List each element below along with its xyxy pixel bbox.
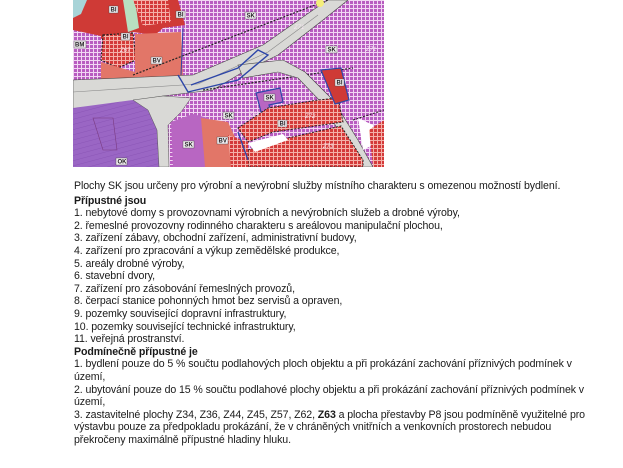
svg-text:SK: SK bbox=[224, 113, 233, 120]
svg-text:Z73: Z73 bbox=[323, 144, 334, 150]
svg-text:Z71: Z71 bbox=[294, 25, 305, 31]
zoning-map bbox=[73, 0, 384, 167]
svg-text:SK: SK bbox=[184, 142, 193, 149]
svg-text:Z72: Z72 bbox=[305, 114, 316, 120]
permitted-item: 9. pozemky související dopravní infrastruktury, bbox=[74, 307, 287, 320]
permitted-item: 2. řemeslné provozovny rodinného charakteru s areálovou manipulační plochou, bbox=[74, 219, 443, 232]
svg-text:BI: BI bbox=[122, 34, 129, 41]
document-text bbox=[74, 180, 594, 446]
permitted-item: 5. areály drobné výroby, bbox=[74, 257, 185, 270]
svg-text:BI: BI bbox=[110, 7, 117, 14]
conditional-item-bold-zone: Z63 bbox=[317, 408, 336, 421]
permitted-item: 1. nebytové domy s provozovnami výrobních a nevýrobních služeb a drobné výroby, bbox=[74, 207, 460, 220]
permitted-item: 11. veřejná prostranství. bbox=[74, 333, 185, 346]
permitted-item: 10. pozemky související technické infrastruktury, bbox=[74, 320, 296, 333]
svg-text:OK: OK bbox=[117, 159, 127, 166]
svg-text:SK: SK bbox=[327, 47, 336, 54]
svg-text:SK: SK bbox=[246, 13, 255, 20]
svg-text:Z67: Z67 bbox=[120, 48, 131, 54]
conditional-item-text: 3. zastavitelné plochy Z34, Z36, Z44, Z45, Z57, Z62, bbox=[74, 408, 318, 421]
intro-paragraph: Plochy SK jsou určeny pro výrobní a nevýrobní služby místního charakteru s omezenou možností bydlení. bbox=[74, 180, 561, 192]
svg-text:BI: BI bbox=[279, 121, 286, 128]
svg-text:Z44: Z44 bbox=[249, 112, 260, 118]
permitted-item: 7. zařízení pro zásobování řemeslných provozů, bbox=[74, 282, 295, 295]
permitted-heading: Přípustné jsou bbox=[74, 194, 147, 207]
svg-text:BM: BM bbox=[75, 42, 85, 49]
svg-text:BI: BI bbox=[177, 12, 184, 19]
svg-text:Z71: Z71 bbox=[366, 47, 377, 53]
svg-text:BI: BI bbox=[336, 80, 343, 87]
svg-text:BV: BV bbox=[218, 138, 227, 145]
permitted-item: 3. zařízení zábavy, obchodní zařízení, administrativní budovy, bbox=[74, 232, 357, 245]
permitted-item: 8. čerpací stanice pohonných hmot bez servisů a opraven, bbox=[74, 295, 343, 308]
conditional-item-text: a plocha přestavby P8 jsou podmíněně využitelné pro výstavbu pouze za předpokladu prokázání, že v chráněných vnitřních a venkovních prostorech nebudou překročeny maximálně přípustné hladiny hluku. bbox=[74, 408, 585, 446]
permitted-item: 4. zařízení pro zpracování a výkup zemědělské produkce, bbox=[74, 244, 340, 257]
svg-text:SK: SK bbox=[265, 95, 274, 102]
conditional-item: 1. bydlení pouze do 5 % součtu podlahových ploch objektu a při prokázání zachování příznivých podmínek v území, bbox=[74, 358, 572, 383]
conditional-heading: Podmínečně přípustné je bbox=[74, 345, 198, 358]
permitted-item: 6. stavební dvory, bbox=[74, 270, 156, 283]
svg-text:BV: BV bbox=[152, 58, 161, 65]
conditional-item bbox=[74, 409, 594, 447]
conditional-item: 2. ubytování pouze do 15 % součtu podlahové plochy objektu a při prokázání zachování příznivých podmínek v území, bbox=[74, 383, 584, 409]
